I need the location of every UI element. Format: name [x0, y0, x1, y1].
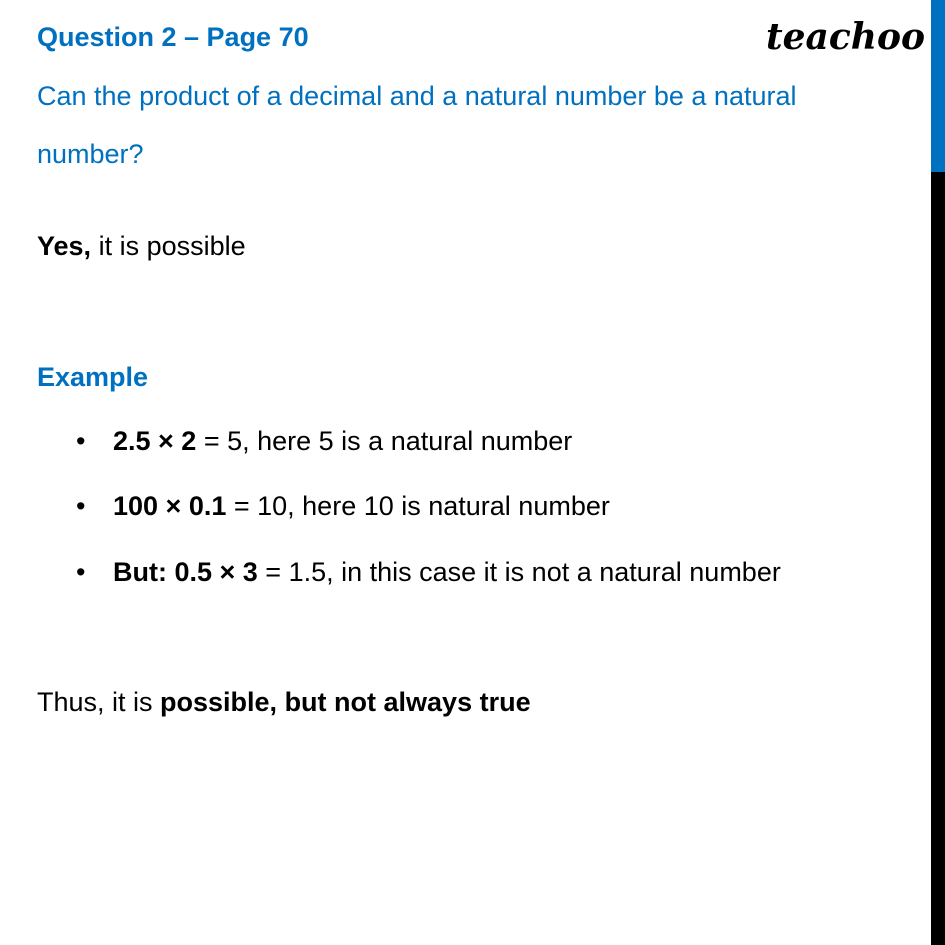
- answer: [37, 231, 246, 262]
- conclusion-bold: possible, but not always true: [160, 687, 531, 717]
- bullet-item: [113, 557, 781, 588]
- bullet-rest: = 10, here 10 is natural number: [226, 491, 610, 521]
- bullet-rest: = 5, here 5 is a natural number: [196, 426, 573, 456]
- side-bar-accent: [931, 0, 945, 172]
- side-bar-dark: [931, 172, 945, 945]
- teachoo-logo: teachoo: [766, 16, 925, 58]
- answer-rest: it is possible: [91, 231, 246, 261]
- answer-bold: Yes,: [37, 231, 92, 261]
- bullet-bold: 100 × 0.1: [113, 491, 227, 521]
- bullet-icon: •: [76, 557, 86, 587]
- bullet-rest: = 1.5, in this case it is not a natural number: [257, 557, 781, 587]
- conclusion: [37, 687, 531, 718]
- bullet-bold: But: 0.5 × 3: [113, 557, 258, 587]
- question-text-line2: number?: [37, 139, 144, 169]
- bullet-item: [113, 491, 610, 522]
- question-title: Question 2 – Page 70: [37, 22, 309, 52]
- conclusion-prefix: Thus, it is: [37, 687, 161, 717]
- bullet-icon: •: [76, 491, 86, 521]
- question-text-line1: Can the product of a decimal and a natural number be a natural: [37, 81, 797, 111]
- example-heading: Example: [37, 362, 149, 392]
- bullet-item: [113, 426, 572, 457]
- bullet-bold: 2.5 × 2: [113, 426, 197, 456]
- bullet-icon: •: [76, 426, 86, 456]
